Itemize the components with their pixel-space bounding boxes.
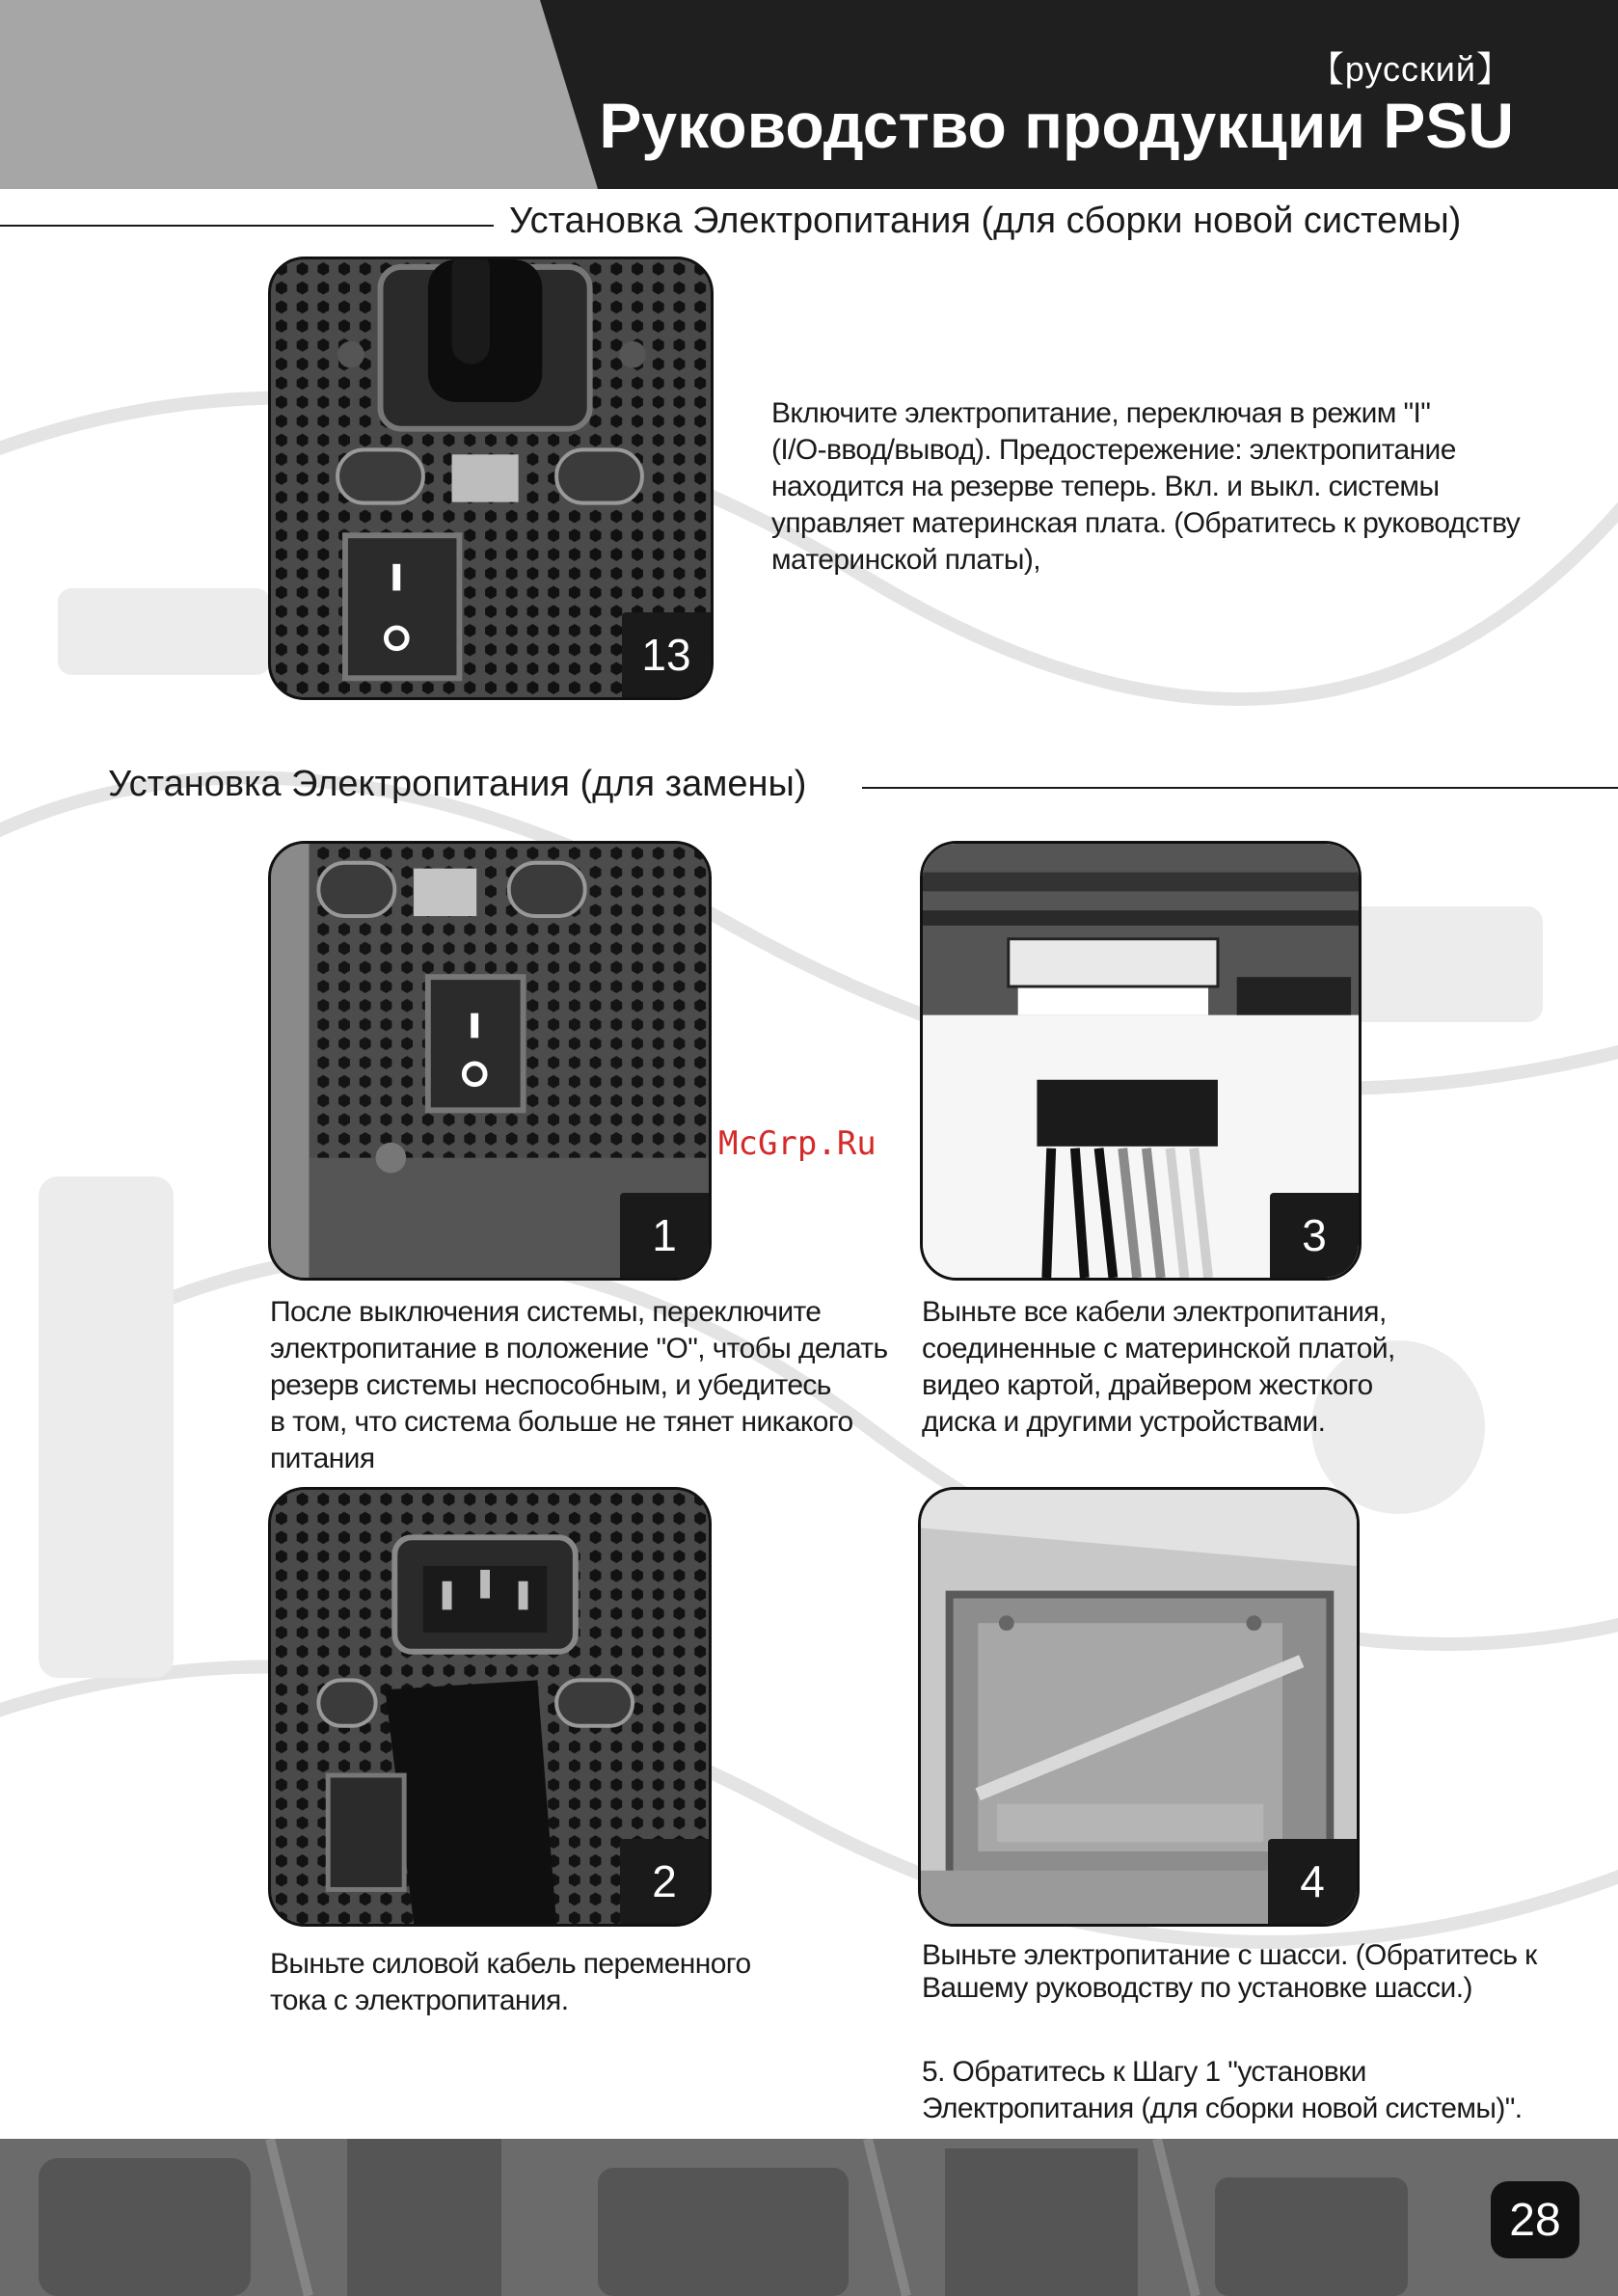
instruction-step-5 xyxy=(922,2054,1578,2127)
text-line: электропитание в положение "O", чтобы делать xyxy=(270,1333,888,1364)
page-number: 28 xyxy=(1491,2181,1579,2258)
text-line: Выньте электропитание с шасси. (Обратитесь к xyxy=(922,1939,1537,1971)
step-number-13: 13 xyxy=(622,612,711,697)
text-line: Выньте все кабели электропитания, xyxy=(922,1296,1387,1328)
text-line: видео картой, драйвером жесткого xyxy=(922,1369,1373,1401)
instruction-step-2 xyxy=(270,1946,868,2019)
section-rule-left xyxy=(0,225,494,227)
page-title: Руководство продукции PSU xyxy=(599,90,1514,161)
text-line: тока с электропитания. xyxy=(270,1985,569,2016)
text-line: После выключения системы, переключите xyxy=(270,1296,822,1328)
footer-band xyxy=(0,2139,1618,2296)
instruction-step-3 xyxy=(922,1294,1549,1441)
section-heading-replacement: Установка Электропитания (для замены) xyxy=(108,764,807,804)
text-line: Электропитания (для сборки новой системы)". xyxy=(922,2093,1523,2124)
text-line: управляет материнская плата. (Обратитесь к руководству xyxy=(771,507,1521,539)
text-line: 5. Обратитесь к Шагу 1 "установки xyxy=(922,2056,1366,2088)
section-heading-new-system: Установка Электропитания (для сборки новой системы) xyxy=(509,201,1462,241)
instruction-step-13 xyxy=(771,395,1581,579)
text-line: резерв системы неспособным, и убедитесь xyxy=(270,1369,831,1401)
watermark: McGrp.Ru xyxy=(718,1124,876,1163)
photo-step-4 xyxy=(918,1487,1360,1927)
section-rule-right xyxy=(862,787,1618,789)
text-line: диска и другими устройствами. xyxy=(922,1406,1326,1438)
photo-step-2 xyxy=(268,1487,712,1927)
text-line: Включите электропитание, переключая в режим "I" xyxy=(771,397,1431,429)
photo-step-3 xyxy=(920,841,1362,1281)
text-line: Выньте силовой кабель переменного xyxy=(270,1948,751,1980)
text-line: Вашему руководству по установке шасси.) xyxy=(922,1972,1472,2004)
photo-step-13 xyxy=(268,257,714,700)
instruction-step-4 xyxy=(922,1939,1578,2005)
text-line: материнской платы), xyxy=(771,544,1040,576)
text-line: питания xyxy=(270,1443,375,1474)
step-number-4: 4 xyxy=(1268,1839,1357,1924)
language-label: 【русский】 xyxy=(1308,49,1512,89)
instruction-step-1 xyxy=(270,1294,916,1477)
text-line: соединенные с материнской платой, xyxy=(922,1333,1395,1364)
step-number-1: 1 xyxy=(620,1193,709,1278)
photo-step-1 xyxy=(268,841,712,1281)
text-line: (I/O-ввод/вывод). Предостережение: электропитание xyxy=(771,434,1456,466)
text-line: в том, что система больше не тянет никакого xyxy=(270,1406,853,1438)
step-number-3: 3 xyxy=(1270,1193,1359,1278)
step-number-2: 2 xyxy=(620,1839,709,1924)
text-line: находится на резерве теперь. Вкл. и выкл. системы xyxy=(771,471,1440,502)
